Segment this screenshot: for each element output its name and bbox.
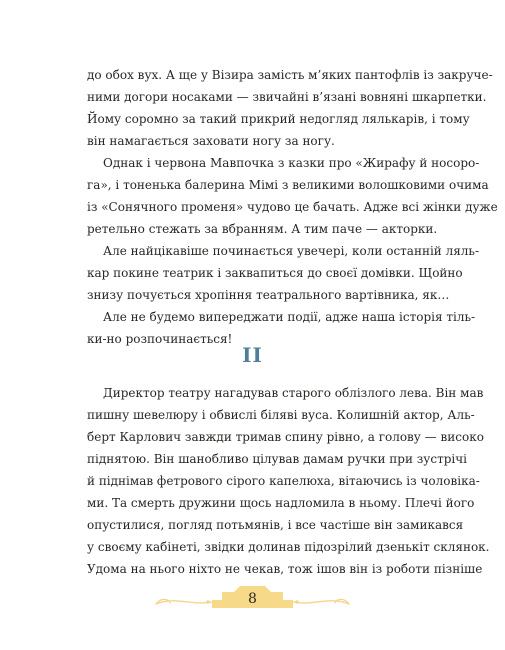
- text-block-top: [87, 64, 498, 350]
- text-line: із «Сонячного променя» чудово це бачать. Адже всі жінки дуже: [87, 200, 498, 214]
- text-line: й піднімав фетрового сірого капелюха, вітаючись із чоловіка-: [87, 474, 480, 488]
- text-line: Удома на нього ніхто не чекав, тож ішов він із роботи пізніше: [87, 562, 483, 576]
- text-line: ними догори носаками — звичайні в’язані вовняні шкарпетки.: [87, 90, 487, 104]
- paragraph-5: [87, 382, 490, 580]
- text-line: ретельно стежать за вбранням. А тим паче — акторки.: [87, 222, 438, 236]
- text-line: берт Карлович завжди тримав спину рівно, а голову — високо: [87, 430, 484, 444]
- text-line: до обох вух. А ще у Візира замість м’яких пантофлів із закруче-: [87, 68, 493, 82]
- paragraph-3: [87, 240, 480, 306]
- text-line: га», і тоненька балерина Мімі з великими волошковими очима: [87, 178, 489, 192]
- text-line: пишну шевелюру і обвислі біляві вуса. Колишній актор, Аль-: [87, 408, 475, 422]
- text-line: він намагається заховати ногу за ногу.: [87, 134, 335, 148]
- text-line: знизу почується хропіння театрального вартівника, як…: [87, 288, 450, 302]
- text-line: Йому соромно за такий прикрий недогляд лялькарів, і тому: [87, 112, 470, 126]
- chapter-heading: II: [242, 343, 263, 367]
- paragraph-2: [87, 152, 498, 240]
- text-line: ми. Та смерть дружини щось надломила в ньому. Плечі його: [87, 496, 475, 510]
- text-line: кар покине театрик і заквапиться до своєї домівки. Щойно: [87, 266, 463, 280]
- text-line: Але не будемо випереджати події, адже наша історія тіль-: [103, 310, 476, 324]
- text-block-bottom: [87, 382, 490, 580]
- page-number: 8: [248, 591, 257, 607]
- text-line: піднятою. Він шанобливо цілував дамам ручки при зустрічі: [87, 452, 468, 466]
- paragraph-1: [87, 64, 493, 152]
- text-line: у своєму кабінеті, звідки долинав підозрілий дзенькіт склянок.: [87, 540, 490, 554]
- text-line: Але найцікавіше починається увечері, коли останній ляль-: [103, 244, 480, 258]
- text-line: ки-но розпочинається!: [87, 332, 233, 346]
- text-line: опустилися, погляд потьмянів, і все частіше він замикався: [87, 518, 464, 532]
- text-line: Директор театру нагадував старого облізлого лева. Він мав: [103, 386, 484, 400]
- text-line: Однак і червона Мавпочка з казки про «Жирафу й носоро-: [103, 156, 480, 170]
